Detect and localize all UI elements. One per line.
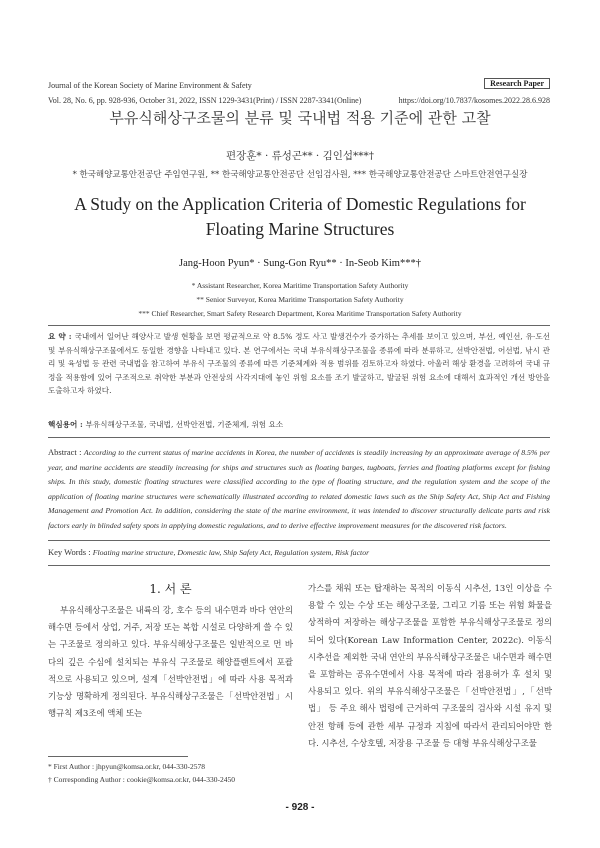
- affiliation-line: ** Senior Surveyor, Korea Maritime Transportation Safety Authority: [196, 295, 404, 304]
- footnotes: [48, 760, 293, 786]
- abstract-english-text: According to the current status of marine accidents in Korea, the number of accidents is steadily increasing by an approximate average of 8.5% per year, and marine accidents are steadily increasing for ships and structures such as floating barges, tugboats, ferries and floating platforms except for fishing ships. In this study, domestic floating structures were classified according to the type of floating structure, and the regulation system and the scope of the application of floating marine structures were schematically illustrated according to related domestic laws such as the Ship Safety Act, Ship Act and Fishing Management and Promotion Act. In addition, considering the state of the marine environment, it was intended to discover structurally delicate parts and risk factors early in blinded safety spots in applying domestic regulations, and to derive effective improvement measures for the discovered risk factors.: [48, 448, 550, 530]
- body-text-right: 가스를 채워 또는 탑재하는 목적의 이동식 시추선, 13인 이상을 수용할 수 있는 수상 또는 해상구조물, 그리고 기름 또는 위험 화물을 상적하여 저장하는 해상구조물을 포함한 부유식해상구조물로 정의되어 있다(Korean Law Information Center, 2022c). 이동식 시추선을 제외한 국내 연안의 부유식해상구조물은 내수면과 해수면을 포함하는 공유수면에서 사용 목적에 따라 점용허가 후 설치 및 사용되고 있다. 위의 부유식해상구조물은「선박안전법」,「선박법」 등 주요 해사 법령에 근거하여 구조물의 검사와 시설 유지 및 안전 항해 등에 관한 세부 규정과 지침에 따라서 관리되어야만 한다. 시추선, 수상호텔, 저장용 구조물 등 대형 부유식해상구조물: [308, 583, 552, 748]
- keywords-korean-label: 핵심용어 :: [48, 420, 86, 429]
- body-text-left: [48, 602, 293, 722]
- footnote-first-author: * First Author : jhpyun@komsa.or.kr, 044-330-2578: [48, 762, 206, 771]
- affiliation-line: *** Chief Researcher, Smart Safety Research Department, Korea Maritime Transportation Safety Authority: [138, 309, 462, 318]
- body-left-paragraph: 부유식해상구조물은 내륙의 강, 호수 등의 내수면과 바다 연안의 해수면 등에서 상업, 거주, 저장 또는 복합 시설로 다양하게 쓸 수 있는 구조물로 정의하고 있다. 부유식해상구조물은 일반적으로 먼 바다의 깊은 수심에 설치되는 부유식 구조물로 해양플랜트에서 포괄적으로 사용되고 있으며, 설계「선박안전법」에 따라 사용 목적과 기능상 명확하게 정의된다. 부유식해상구조물은「선박안전법」시행규칙 제3조에 액체 또는: [48, 605, 293, 719]
- keywords-english: [48, 545, 550, 561]
- doi-link[interactable]: https://doi.org/10.7837/kosomes.2022.28.6.928: [398, 96, 550, 105]
- title-english-line1: A Study on the Application Criteria of Domestic Regulations for: [74, 194, 526, 214]
- abstract-english-label: Abstract :: [48, 447, 84, 457]
- affiliation-korean: * 한국해양교통안전공단 주임연구원, ** 한국해양교통안전공단 선임검사원, *** 한국해양교통안전공단 스마트안전연구실장: [72, 170, 528, 180]
- volume-info: Vol. 28, No. 6, pp. 928-936, October 31, 2022, ISSN 1229-3431(Print) / ISSN 2287-3341(Online): [48, 96, 362, 105]
- abstract-korean: [48, 330, 550, 398]
- affiliations-english: [0, 279, 600, 321]
- authors-english: Jang-Hoon Pyun* · Sung-Gon Ryu** · In-Seob Kim***†: [179, 258, 421, 269]
- divider: [48, 325, 550, 326]
- page-number: - 928 -: [285, 802, 315, 813]
- divider: [48, 565, 550, 566]
- authors-korean: 편장훈* · 류성곤** · 김인섭***†: [225, 150, 375, 162]
- keywords-korean: [48, 418, 550, 432]
- journal-name: Journal of the Korean Society of Marine Environment & Safety: [48, 81, 252, 90]
- section-1-title: 1. 서 론: [149, 582, 192, 596]
- keywords-korean-text: 부유식해상구조물, 국내법, 선박안전법, 기준체계, 위험 요소: [85, 420, 284, 429]
- footnote-divider: [48, 756, 188, 757]
- abstract-korean-text: 국내에서 일어난 해양사고 발생 현황을 보면 평균적으로 약 8.5% 정도 사고 발생건수가 증가하는 추세를 보이고 있으며, 부선, 예인선, 유·도선 및 부유식해상구조물에서도 동일한 경향을 나타내고 있다. 본 연구에서는 국내 부유식해상구조물을 종류에 따라 분류하고, 선박안전법, 어선법, 낚시 관리 및 육성법 등 관련 국내법을 참고하여 부유식 구조물의 종류에 따른 기준체계와 적용 범위를 검토하고자 하였다. 아울러 해상 환경을 고려하여 국내 규정을 적용함에 있어 구조적으로 취약한 부분과 안전상의 사각지대에 놓인 위험 요소를 조기 발굴하고, 발굴된 위험 요소에 대해서 효과적인 개선 방안을 도출하고자 하였다.: [48, 332, 550, 396]
- divider: [48, 437, 550, 438]
- title-english-line2: Floating Marine Structures: [205, 219, 395, 239]
- keywords-english-text: Floating marine structure, Domestic law, Ship Safety Act, Regulation system, Risk factor: [92, 548, 370, 557]
- research-paper-badge: Research Paper: [484, 78, 550, 89]
- abstract-korean-label: 요 약 :: [48, 332, 75, 341]
- title-english: [0, 192, 600, 242]
- affiliation-line: * Assistant Researcher, Korea Maritime Transportation Safety Authority: [191, 281, 409, 290]
- keywords-english-label: Key Words :: [48, 547, 93, 557]
- abstract-english: [48, 445, 550, 533]
- title-korean: 부유식해상구조물의 분류 및 국내법 적용 기준에 관한 고찰: [109, 109, 491, 127]
- footnote-corresponding-author: † Corresponding Author : cookie@komsa.or.kr, 044-330-2450: [48, 775, 236, 784]
- divider: [48, 540, 550, 541]
